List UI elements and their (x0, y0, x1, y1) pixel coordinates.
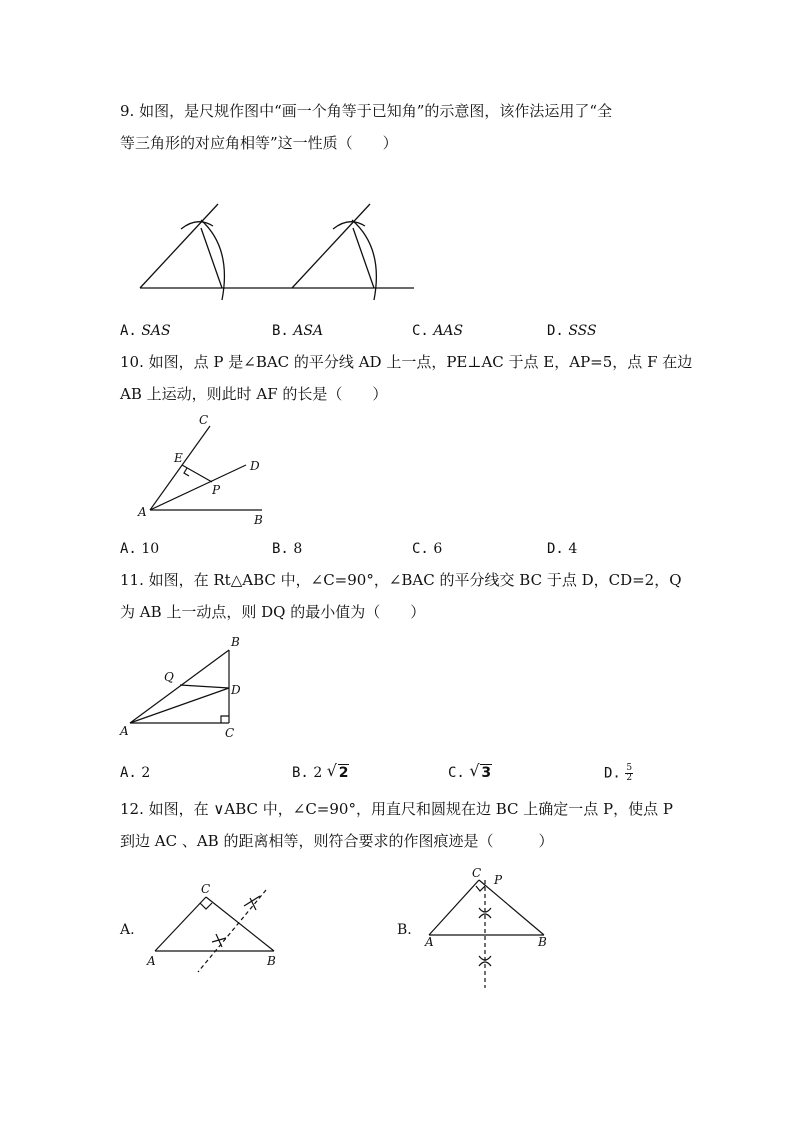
q9-option-b-label: B. (272, 323, 289, 339)
q11-option-c-label: C. (448, 765, 465, 781)
q10-label-c: C (199, 413, 209, 427)
q10-label-d: D (250, 459, 260, 473)
q11-option-a-text: 2 (141, 765, 151, 781)
q9-text-line1: 9. 如图，是尺规作图中“画一个角等于已知角”的示意图，该作法运用了“全 (120, 102, 613, 120)
q11-option-c-radicand: 3 (481, 765, 492, 781)
q10-option-c-label: C. (412, 541, 429, 557)
q12a-label-b: B (267, 954, 276, 968)
q12a-label-a: A (147, 954, 156, 968)
q10-label-p: P (212, 483, 221, 497)
q12-text-line2: 到边 AC 、AB 的距离相等，则符合要求的作图痕迹是（ ） (120, 832, 554, 850)
q10-label-a: A (138, 505, 147, 519)
q9-option-d-label: D. (547, 323, 564, 339)
q11-text-line1: 11. 如图，在 Rt△ABC 中，∠C=90°，∠BAC 的平分线交 BC 于点 D，CD=2，Q (120, 571, 682, 589)
q10-option-b-text: 8 (293, 541, 303, 557)
q11-option-b-label: B. (292, 765, 309, 781)
q12-text-line1: 12. 如图，在 ∨ABC 中，∠C=90°，用直尺和圆规在边 BC 上确定一点 P，使点 P (120, 800, 673, 818)
q10-option-a-text: 10 (141, 541, 160, 557)
q12a-label-c: C (201, 882, 211, 896)
q9-option-d-text: SSS (568, 323, 597, 339)
q9-option-a-text: SAS (141, 323, 171, 339)
q10-text-line2: AB 上运动，则此时 AF 的长是（ ） (120, 385, 388, 403)
q9-text-line2: 等三角形的对应角相等”这一性质（ ） (120, 134, 398, 152)
q12b-label-c: C (472, 866, 482, 880)
q10-text-line1: 10. 如图，点 P 是∠BAC 的平分线 AD 上一点，PE⊥AC 于点 E，AP=5，点 F 在边 (120, 353, 693, 371)
q11-option-b-text: 2 (313, 765, 323, 781)
q11-option-d-numerator: 5 (626, 763, 633, 773)
q9-option-c-label: C. (412, 323, 429, 339)
q12b-label-p: P (494, 873, 503, 887)
q11-option-d-label: D. (604, 765, 621, 782)
q10-option-d-text: 4 (568, 541, 578, 557)
q10-label-b: B (254, 513, 263, 527)
q12-option-a-label[interactable]: A. (120, 922, 135, 938)
q12-option-b-label[interactable]: B. (397, 922, 412, 938)
q9-option-b-text: ASA (293, 323, 324, 339)
q11-label-c: C (225, 726, 235, 740)
q11-text-line2: 为 AB 上一动点，则 DQ 的最小值为（ ） (120, 603, 426, 621)
q10-option-a-label: A. (120, 541, 137, 557)
q10-option-b-label: B. (272, 541, 289, 557)
q12b-label-a: A (425, 935, 434, 949)
q11-label-d: D (231, 683, 241, 697)
q10-option-c-text: 6 (433, 541, 443, 557)
q11-label-q: Q (164, 670, 174, 684)
q11-label-a: A (120, 724, 129, 738)
q11-label-b: B (231, 635, 240, 649)
q11-option-d-denominator: 2 (626, 773, 633, 783)
q12b-label-b: B (538, 935, 547, 949)
q11-option-b-radicand: 2 (338, 765, 349, 781)
q9-option-a-label: A. (120, 323, 137, 339)
q9-option-c-text: AAS (433, 323, 464, 339)
q10-option-d-label: D. (547, 541, 564, 557)
q11-option-a-label: A. (120, 765, 137, 781)
q10-label-e: E (174, 451, 183, 465)
